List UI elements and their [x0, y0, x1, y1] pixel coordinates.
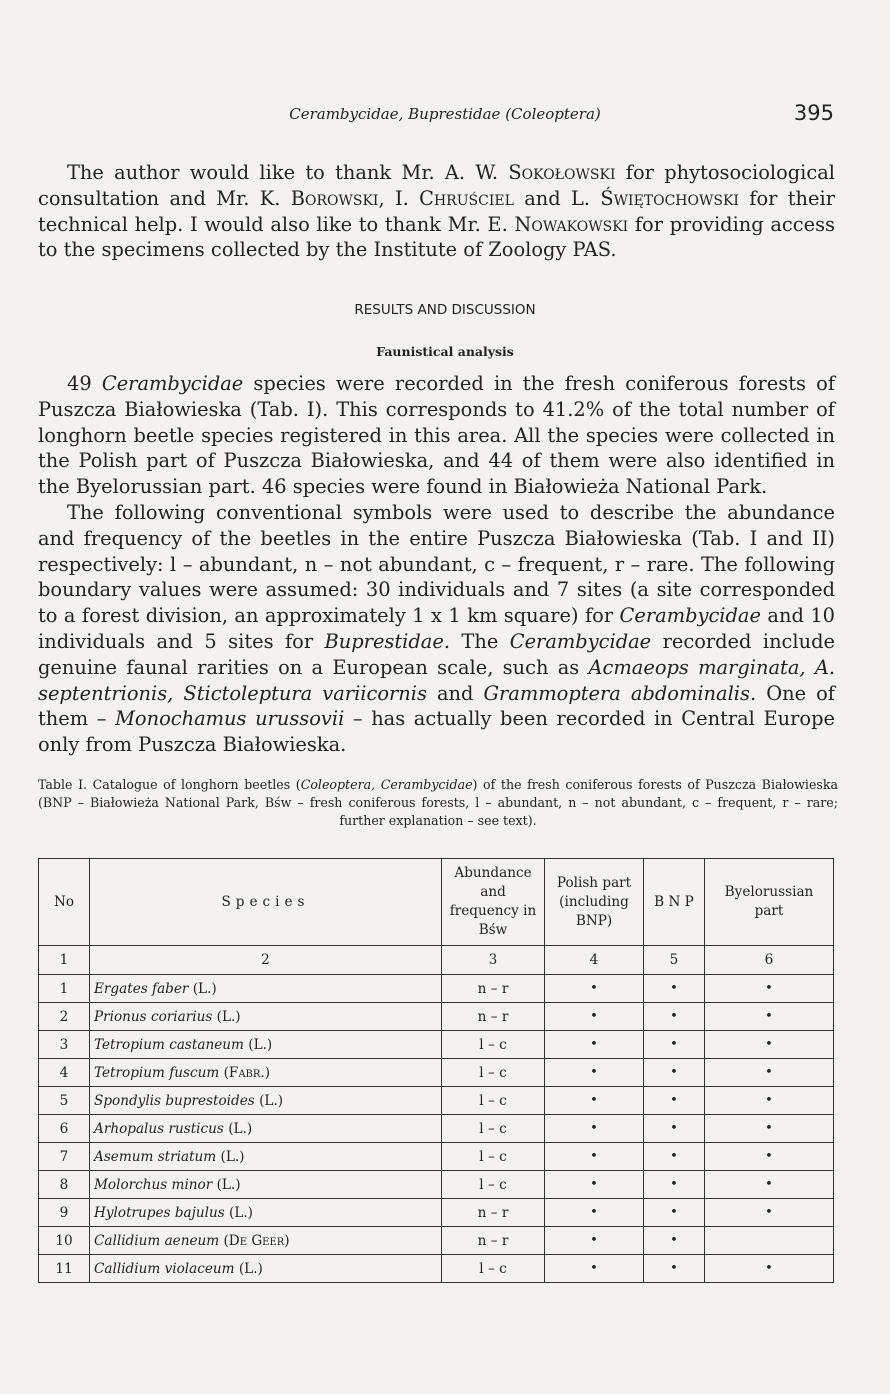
species-name: Spondylis buprestoides [94, 1092, 255, 1109]
text-run: The [449, 629, 510, 653]
abundance-cell: l – c [442, 1171, 545, 1199]
taxon-name: Cerambycidae [619, 604, 761, 628]
text-run: ) of the fresh coniferous forests of Puszcza Białowieska (BNP – Białowieża National Park, Bśw – fresh coniferous forests, l – abundant, n – not abundant, c – frequent, r – rare; further explanation – see text). [38, 777, 839, 828]
polish-part-mark: • [545, 1143, 644, 1171]
text-run: and L. [513, 186, 601, 210]
person-name: Sokołowski [508, 161, 616, 184]
table-header-row [39, 859, 834, 946]
header-byelorussian-part: Byelorussian part [705, 859, 834, 946]
polish-part-mark: • [545, 1255, 644, 1283]
table-body [39, 975, 834, 1283]
byelorussian-part-mark: • [705, 1115, 834, 1143]
taxon-name: Coleoptera, Cerambycidae [300, 777, 473, 792]
byelorussian-part-mark: • [705, 1255, 834, 1283]
species-cell [90, 1059, 442, 1087]
species-name: Callidium violaceum [94, 1260, 235, 1277]
person-name: Świętochowski [600, 186, 739, 210]
row-number: 3 [39, 1031, 90, 1059]
column-number: 4 [545, 946, 644, 975]
text-run: recorded include genuine faunal rarities on a European scale, such as [38, 629, 835, 679]
polish-part-mark: • [545, 1059, 644, 1087]
page-number: 395 [793, 101, 834, 125]
species-author: (De Geer) [223, 1232, 290, 1249]
section-heading: RESULTS AND DISCUSSION [354, 302, 536, 318]
species-author: (L.) [229, 1204, 253, 1221]
subsection-heading: Faunistical analysis [376, 344, 514, 359]
byelorussian-part-mark: • [705, 975, 834, 1003]
table-row [39, 1255, 834, 1283]
abundance-cell: n – r [442, 1003, 545, 1031]
column-number: 2 [90, 946, 442, 975]
species-catalogue-table [38, 858, 834, 1283]
row-number: 8 [39, 1171, 90, 1199]
text-run: The author would like to thank Mr. A. W. [67, 161, 509, 184]
taxon-name: Buprestidae. [324, 629, 450, 653]
taxon-name: Cerambycidae [101, 372, 244, 395]
abundance-cell: l – c [442, 1143, 545, 1171]
species-cell [90, 1255, 442, 1283]
text-run: for providing access to the specimens collected by the Institute of Zoology PAS. [38, 212, 835, 262]
abundance-cell: l – c [442, 1059, 545, 1087]
species-cell [90, 1171, 442, 1199]
text-run: Table I. Catalogue of longhorn beetles ( [38, 777, 301, 792]
taxon-name: Monochamus urussovii [115, 707, 345, 731]
species-cell [90, 975, 442, 1003]
row-number: 5 [39, 1087, 90, 1115]
abundance-cell: l – c [442, 1255, 545, 1283]
text-run: – has actually been recorded in Central Europe only from Puszcza Białowieska. [38, 707, 835, 757]
row-number: 7 [39, 1143, 90, 1171]
taxon-name: Cerambycidae [509, 629, 652, 653]
table-row [39, 975, 834, 1003]
header-species: Species [90, 859, 442, 946]
taxon-name: Grammoptera abdominalis. [483, 681, 757, 705]
species-author: (L.) [220, 1148, 245, 1165]
text-run: 49 [67, 372, 102, 395]
text-run: , I. [378, 186, 420, 210]
species-name: Hylotrupes bajulus [94, 1204, 225, 1221]
column-number: 3 [442, 946, 545, 975]
bnp-mark: • [644, 1227, 705, 1255]
species-author: (L.) [248, 1036, 273, 1053]
species-name: Molorchus minor [94, 1176, 213, 1193]
table-row [39, 1143, 834, 1171]
abundance-cell: n – r [442, 1199, 545, 1227]
text-run: for phytosociological consultation and Mr. K. [38, 161, 835, 210]
bnp-mark: • [644, 1003, 705, 1031]
species-author: (L.) [216, 1008, 241, 1025]
byelorussian-part-mark: • [705, 1031, 834, 1059]
species-name: Tetropium fuscum [94, 1064, 220, 1081]
polish-part-mark: • [545, 1003, 644, 1031]
byelorussian-part-mark: • [705, 1171, 834, 1199]
table-row [39, 1171, 834, 1199]
species-cell [90, 1227, 442, 1255]
header-bnp: B N P [644, 859, 705, 946]
abundance-cell: l – c [442, 1031, 545, 1059]
row-number: 4 [39, 1059, 90, 1087]
row-number: 11 [39, 1255, 90, 1283]
column-number: 5 [644, 946, 705, 975]
table-row [39, 1031, 834, 1059]
species-author: (Fabr.) [223, 1064, 271, 1081]
column-number-row [39, 946, 834, 975]
abundance-cell: n – r [442, 975, 545, 1003]
taxon-name: Acmaeops marginata, A. septentrionis, Stictoleptura variicornis [38, 655, 836, 705]
text-run: species were recorded in the fresh coniferous forests of Puszcza Białowieska (Tab. I). This corresponds to 41.2% of the total number of longhorn beetle species registered in this area. All the species were collected in the Polish part of Puszcza Białowieska, and 44 of them were also identified in the Byelorussian part. 46 species were found in Białowieża National Park. [38, 372, 835, 499]
byelorussian-part-mark: • [705, 1003, 834, 1031]
polish-part-mark: • [545, 1115, 644, 1143]
bnp-mark: • [644, 1199, 705, 1227]
bnp-mark: • [644, 975, 705, 1003]
text-run: for their technical help. I would also like to thank Mr. E. [38, 186, 835, 236]
abundance-cell: n – r [442, 1227, 545, 1255]
table-row [39, 1227, 834, 1255]
table-row [39, 1087, 834, 1115]
polish-part-mark: • [545, 1227, 644, 1255]
species-name: Asemum striatum [94, 1148, 217, 1165]
species-author: (L.) [238, 1260, 263, 1277]
byelorussian-part-mark: • [705, 1087, 834, 1115]
species-name: Ergates faber [94, 980, 189, 997]
text-run: The following conventional symbols were used to describe the abundance and frequency of the beetles in the entire Puszcza Białowieska (Tab. I and II) respectively: l – abundant, n – not abundant, c – frequent, r – rare. The following boundary values were assumed: 30 individuals and 7 sites (a site corresponded to a forest division, an approximately 1 x 1 km square) for [38, 501, 835, 628]
person-name: Nowakowski [514, 212, 629, 236]
header-no: No [39, 859, 90, 946]
abundance-cell: l – c [442, 1087, 545, 1115]
bnp-mark: • [644, 1031, 705, 1059]
polish-part-mark: • [545, 1199, 644, 1227]
header-abundance: Abundance and frequency in Bśw [442, 859, 545, 946]
abundance-cell: l – c [442, 1115, 545, 1143]
table-row [39, 1115, 834, 1143]
row-number: 10 [39, 1227, 90, 1255]
byelorussian-part-mark: • [705, 1143, 834, 1171]
column-number: 1 [39, 946, 90, 975]
bnp-mark: • [644, 1171, 705, 1199]
byelorussian-part-mark: • [705, 1059, 834, 1087]
header-polish-part: Polish part (including BNP) [545, 859, 644, 946]
text-run: and [426, 681, 484, 705]
bnp-mark: • [644, 1143, 705, 1171]
text-run: One of them – [38, 681, 835, 731]
row-number: 9 [39, 1199, 90, 1227]
column-number: 6 [705, 946, 834, 975]
table-caption [38, 776, 838, 830]
bnp-mark: • [644, 1115, 705, 1143]
results-paragraph-1 [38, 371, 835, 500]
row-number: 6 [39, 1115, 90, 1143]
species-cell [90, 1031, 442, 1059]
running-head [0, 101, 890, 127]
row-number: 1 [39, 975, 90, 1003]
species-cell [90, 1115, 442, 1143]
species-cell [90, 1199, 442, 1227]
person-name: Chruściel [419, 186, 514, 210]
table-row [39, 1003, 834, 1031]
species-name: Arhopalus rusticus [94, 1120, 224, 1137]
bnp-mark: • [644, 1255, 705, 1283]
polish-part-mark: • [545, 1087, 644, 1115]
species-author: (L.) [192, 980, 217, 997]
byelorussian-part-mark: • [705, 1199, 834, 1227]
species-cell [90, 1087, 442, 1115]
polish-part-mark: • [545, 1171, 644, 1199]
species-author: (L.) [228, 1120, 253, 1137]
species-cell [90, 1003, 442, 1031]
text-run: and 10 individuals and 5 sites for [38, 604, 835, 653]
species-name: Tetropium castaneum [94, 1036, 244, 1053]
polish-part-mark: • [545, 1031, 644, 1059]
species-author: (L.) [259, 1092, 284, 1109]
table-row [39, 1059, 834, 1087]
species-cell [90, 1143, 442, 1171]
table-row [39, 1199, 834, 1227]
acknowledgement-paragraph [38, 160, 835, 263]
bnp-mark: • [644, 1059, 705, 1087]
bnp-mark: • [644, 1087, 705, 1115]
species-name: Prionus coriarius [94, 1008, 213, 1025]
byelorussian-part-mark [705, 1227, 834, 1255]
species-name: Callidium aeneum [94, 1232, 220, 1249]
species-author: (L.) [216, 1176, 241, 1193]
running-title: Cerambycidae, Buprestidae (Coleoptera) [289, 105, 601, 123]
results-paragraph-2 [38, 500, 835, 758]
polish-part-mark: • [545, 975, 644, 1003]
person-name: Borowski [290, 186, 379, 210]
row-number: 2 [39, 1003, 90, 1031]
